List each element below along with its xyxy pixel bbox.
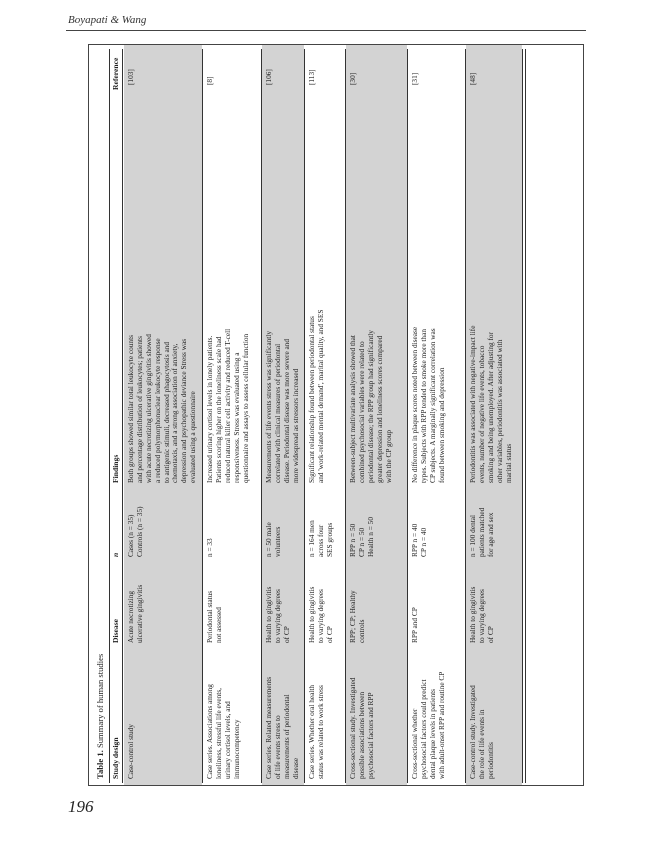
n-cell xyxy=(206,487,215,557)
n-cell-line: RPP n = 50 xyxy=(348,523,357,557)
findings-cell-line: chemotaxis, and a strong association of anxiety, xyxy=(170,343,180,483)
findings-cell-line: Measurements of life events stress was significantly xyxy=(264,331,273,483)
findings-cell-line: Patients scoring higher on the loneliness scale had xyxy=(213,336,223,483)
page-number: 196 xyxy=(68,797,94,816)
summary-table xyxy=(88,44,584,786)
disease-cell-line: Periodontal status xyxy=(205,590,214,643)
findings-cell xyxy=(411,231,447,483)
study-design-cell-line: Case series. Whether oral health xyxy=(307,684,316,779)
study-design-cell-line: Cross-sectional study. Investigated xyxy=(348,677,357,779)
findings-cell-line: Both groups showed similar total leukocyte counts xyxy=(126,335,135,483)
table-top-rule xyxy=(109,49,110,783)
n-cell-line: Cases (n = 35) xyxy=(126,514,135,557)
study-design-cell-line: psychosocial factors could predict xyxy=(418,679,428,779)
disease-cell-line: of CP xyxy=(281,626,291,643)
findings-cell-line: combined psychosocial variables were related to xyxy=(356,341,366,483)
findings-cell-line: periodontal disease; the RPP group had significantly xyxy=(365,330,375,483)
running-head: Boyapati & Wang xyxy=(68,14,147,26)
study-design-cell xyxy=(469,649,496,779)
rotated-table-content xyxy=(89,45,584,786)
reference-cell: [31] xyxy=(410,72,419,85)
findings-cell-line: and percentage distribution of leukocytes; patients xyxy=(134,336,144,483)
study-design-cell-line: the role of life events in xyxy=(476,709,486,779)
findings-cell-line: depression and psychopathic deviance Stress was xyxy=(179,338,189,483)
study-design-cell-line: urinary cortisol levels, and xyxy=(222,701,232,779)
disease-cell xyxy=(469,561,496,643)
n-cell-line: RPP n = 40 xyxy=(410,523,419,557)
findings-cell xyxy=(206,231,250,483)
disease-cell-line: Health to gingivitis xyxy=(264,586,273,643)
study-design-cell-line: of life events stress to xyxy=(272,715,282,779)
findings-cell xyxy=(308,231,326,483)
table-label: Table 1. xyxy=(95,750,105,779)
reference-cell: [8] xyxy=(205,76,214,85)
findings-cell xyxy=(349,231,393,483)
study-design-cell xyxy=(349,649,376,779)
study-design-cell-line: possible associations between xyxy=(356,691,366,779)
findings-cell-line: other variables, periodontitis was associated with xyxy=(494,339,504,483)
findings-cell-line: Periodontitis was associated with negative-impact life xyxy=(468,325,477,483)
header-study-design: Study design xyxy=(111,737,120,779)
n-cell-line: for age and sex xyxy=(485,512,495,557)
findings-cell-line: Between-subject multivariate analysis showed that xyxy=(348,335,357,483)
findings-cell-line: marital status xyxy=(503,443,513,483)
table-row xyxy=(203,45,261,786)
findings-cell-line: greater depression and loneliness scores compared xyxy=(374,335,384,483)
n-cell xyxy=(411,487,429,557)
study-design-cell-line: status was related to work stress xyxy=(315,685,325,779)
findings-cell-line: with acute necrotizing ulcerative gingivitis showed xyxy=(143,334,153,483)
reference-cell: [106] xyxy=(264,69,273,85)
disease-cell-line: of CP xyxy=(485,626,495,643)
header-disease: Disease xyxy=(111,618,120,643)
findings-cell-line: and 'work-related mental demand', marital quality, and SES xyxy=(315,309,325,483)
disease-cell-line: to varying degrees xyxy=(272,589,282,643)
study-design-cell-line: Case-control study. Investigated xyxy=(468,685,477,779)
findings-cell-line: more widespread as stressors increased xyxy=(290,368,300,483)
disease-cell-line: controls xyxy=(356,619,366,643)
n-cell-line: volunteers xyxy=(272,526,282,557)
disease-cell-line: Health to gingivitis xyxy=(468,586,477,643)
findings-cell-line: smoking and being unemployed. After adjusting for xyxy=(485,332,495,483)
header-rule-bottom xyxy=(122,49,123,783)
header-findings: Findings xyxy=(111,454,120,483)
reference-cell: [30] xyxy=(348,72,357,85)
header-n: n xyxy=(111,552,120,557)
table-row xyxy=(305,45,345,786)
n-cell-line: n = 164 men xyxy=(307,520,316,557)
table-title-text: Summary of human studies xyxy=(95,653,105,749)
reference-cell: [113] xyxy=(307,69,316,85)
disease-cell xyxy=(127,561,145,643)
table-row xyxy=(408,45,465,786)
row-rule xyxy=(522,49,523,783)
findings-cell-line: CP subjects. A marginally significant correlation was xyxy=(427,328,437,483)
disease-cell-line: RPP and CP xyxy=(410,607,419,643)
findings-cell-line: correlated with clinical measures of periodontal xyxy=(272,343,282,483)
findings-cell-line: Significant relationship found between periodontal status xyxy=(307,316,316,483)
study-design-cell-line: loneliness, stressful life events, xyxy=(213,688,223,779)
disease-cell-line: Acute necrotizing xyxy=(126,590,135,643)
n-cell xyxy=(308,487,335,557)
study-design-cell-line: Cross-sectional whether xyxy=(410,708,419,779)
disease-cell xyxy=(411,561,420,643)
n-cell xyxy=(127,487,145,557)
findings-cell-line: responsiveness. Stress was evaluated using a xyxy=(231,352,241,483)
findings-cell xyxy=(265,231,301,483)
disease-cell-line: Health to gingivitis xyxy=(307,586,316,643)
table-bottom-rule xyxy=(525,49,526,783)
reference-cell: [48] xyxy=(468,72,477,85)
disease-cell xyxy=(308,561,335,643)
study-design-cell-line: measurements of periodontal xyxy=(281,694,291,779)
disease-cell xyxy=(265,561,292,643)
n-cell-line: SES groups xyxy=(324,522,334,557)
study-design-cell-line: dental plaque levels in patients xyxy=(427,689,437,779)
n-cell-line: n = 100 dental xyxy=(468,514,477,557)
findings-cell-line: reduced natural killer cell activity and reduced T-cell xyxy=(222,328,232,483)
study-design-cell-line: psychosocial factors and RPP xyxy=(365,692,375,779)
n-cell-line: n = 50 male xyxy=(264,522,273,557)
header-reference: Reference xyxy=(111,57,120,90)
findings-cell-line: to antigenic stimuli, decreased phagocytosis and xyxy=(161,341,171,483)
n-cell-line: CP n = 40 xyxy=(418,527,428,557)
study-design-cell xyxy=(265,649,301,779)
study-design-cell xyxy=(411,649,447,779)
disease-cell-line: to varying degrees xyxy=(315,589,325,643)
findings-cell-line: evaluated using a questionnaire xyxy=(188,391,198,483)
study-design-cell-line: disease xyxy=(290,757,300,779)
findings-cell-line: events, number of negative life events, tobacco xyxy=(476,345,486,483)
n-cell xyxy=(469,487,496,557)
table-title xyxy=(95,654,105,779)
reference-cell: [103] xyxy=(126,69,135,85)
study-design-cell-line: periodontitis xyxy=(485,742,495,779)
findings-cell-line: found between smoking and depression xyxy=(436,367,446,483)
n-cell-line: Health n = 50 xyxy=(365,517,375,557)
n-cell-line: CP n = 50 xyxy=(356,527,366,557)
findings-cell-line: questionnaire and assays to assess cellular function xyxy=(240,333,250,483)
header-rule xyxy=(66,30,586,31)
n-cell xyxy=(265,487,283,557)
n-cell xyxy=(349,487,376,557)
study-design-cell xyxy=(206,649,242,779)
disease-cell xyxy=(206,561,224,643)
table-row xyxy=(262,45,304,786)
n-cell-line: across four xyxy=(315,524,325,557)
table-row xyxy=(346,45,407,786)
findings-cell xyxy=(469,231,513,483)
findings-cell xyxy=(127,231,198,483)
study-design-cell xyxy=(308,649,326,779)
study-design-cell-line: Case-control study xyxy=(126,724,135,779)
findings-cell-line: No difference in plaque scores noted between disease xyxy=(410,326,419,483)
disease-cell-line: to varying degrees xyxy=(476,589,486,643)
table-row xyxy=(466,45,522,786)
study-design-cell-line: immunocompetency xyxy=(231,719,241,779)
disease-cell xyxy=(349,561,367,643)
disease-cell-line: RPP; CP; Healthy xyxy=(348,590,357,643)
study-design-cell xyxy=(127,649,136,779)
study-design-cell-line: Case series. Related measurements xyxy=(264,676,273,779)
findings-cell-line: types. Subjects with RPP tended to smoke more than xyxy=(418,329,428,483)
findings-cell-line: with the CP group xyxy=(383,429,393,483)
findings-cell-line: Increased urinary cortisol levels in lonely patients. xyxy=(205,335,214,483)
disease-cell-line: of CP xyxy=(324,626,334,643)
n-cell-line: patients matched xyxy=(476,507,486,557)
study-design-cell-line: Case series. Associations among xyxy=(205,684,214,779)
findings-cell-line: a reduced polymorphonuclear leukocyte response xyxy=(152,338,162,483)
study-design-cell-line: with adult-onset RPP and routine CP xyxy=(436,671,446,779)
findings-cell-line: disease. Periodontal disease was more severe and xyxy=(281,338,291,483)
n-cell-line: n = 33 xyxy=(205,538,214,557)
n-cell-line: Controls (n = 35) xyxy=(134,506,144,557)
table-row xyxy=(124,45,202,786)
disease-cell-line: not assessed xyxy=(213,607,223,643)
disease-cell-line: ulcerative gingivitis xyxy=(134,584,144,643)
